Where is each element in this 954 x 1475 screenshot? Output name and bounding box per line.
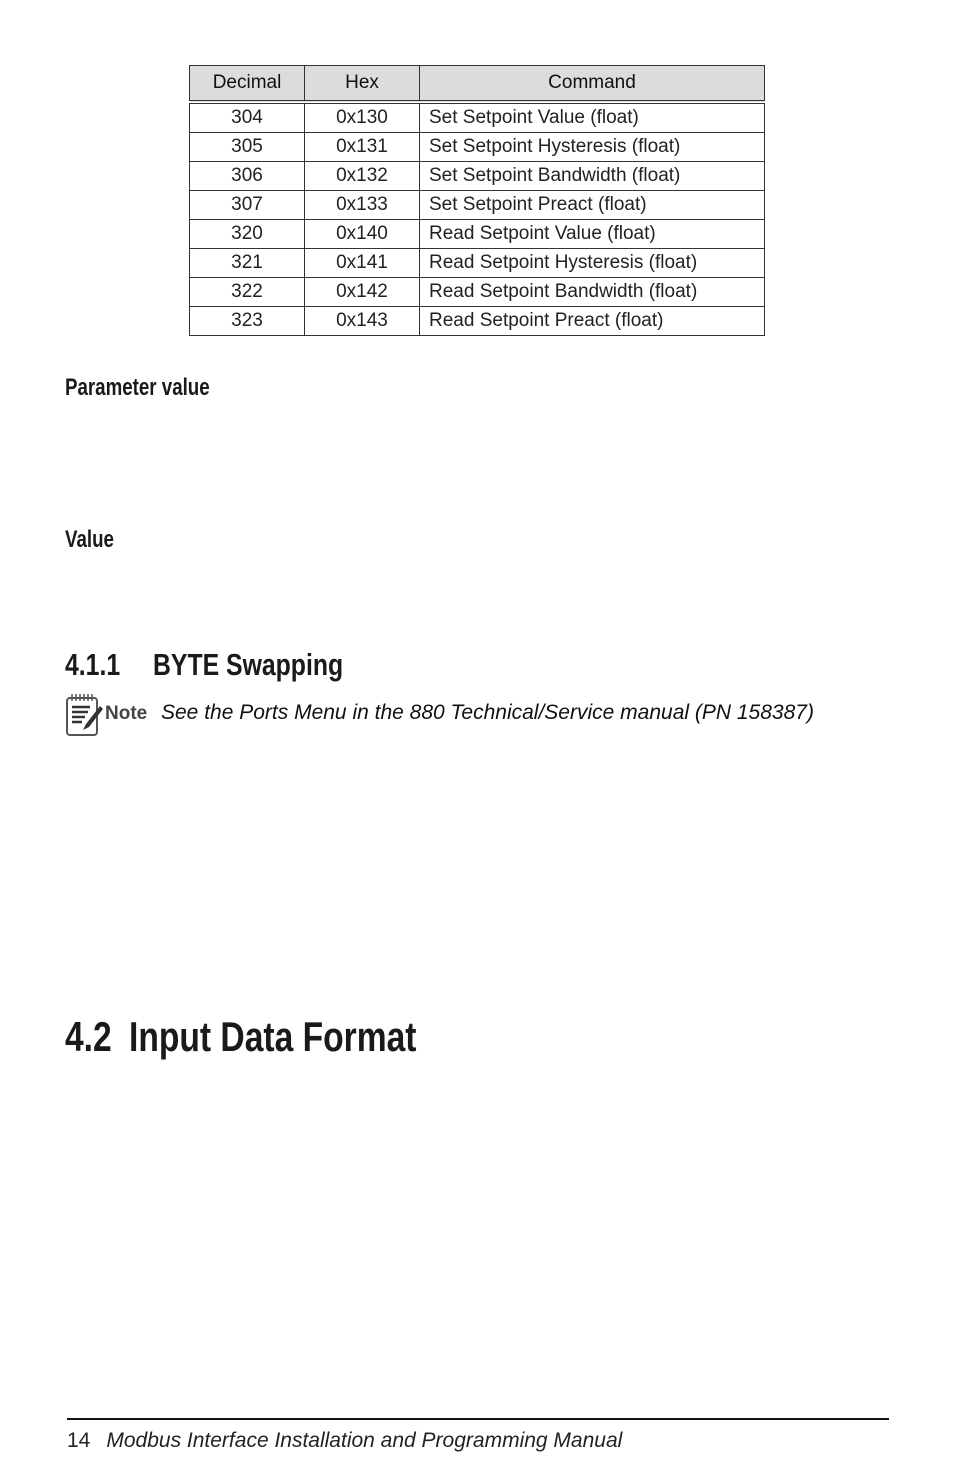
cell-command: Read Setpoint Value (float): [420, 220, 765, 249]
cell-command: Set Setpoint Value (float): [420, 102, 765, 133]
page-footer: [67, 1429, 622, 1453]
cell-hex: 0x142: [305, 278, 420, 307]
manual-title: Modbus Interface Installation and Programming Manual: [106, 1429, 623, 1452]
cell-decimal: 320: [190, 220, 305, 249]
command-table: [189, 65, 765, 336]
note-pad-pencil-icon: [65, 692, 103, 738]
cell-command: Read Setpoint Hysteresis (float): [420, 249, 765, 278]
table-row: [190, 191, 765, 220]
cell-decimal: 307: [190, 191, 305, 220]
table-header-row: [190, 66, 765, 103]
cell-hex: 0x133: [305, 191, 420, 220]
cell-command: Read Setpoint Bandwidth (float): [420, 278, 765, 307]
heading-parameter-value: Parameter value: [65, 374, 210, 401]
cell-decimal: 304: [190, 102, 305, 133]
section-heading-input-data-format: [65, 1013, 416, 1061]
cell-hex: 0x130: [305, 102, 420, 133]
section-number: 4.2: [65, 1013, 112, 1060]
cell-decimal: 321: [190, 249, 305, 278]
cell-command: Set Setpoint Bandwidth (float): [420, 162, 765, 191]
table-row: [190, 220, 765, 249]
table-row: [190, 162, 765, 191]
cell-decimal: 305: [190, 133, 305, 162]
column-header-hex: Hex: [305, 66, 420, 103]
cell-command: Read Setpoint Preact (float): [420, 307, 765, 336]
table-row: [190, 278, 765, 307]
cell-hex: 0x141: [305, 249, 420, 278]
heading-value: Value: [65, 526, 114, 553]
table-row: [190, 307, 765, 336]
cell-hex: 0x132: [305, 162, 420, 191]
cell-hex: 0x140: [305, 220, 420, 249]
note-text: See the Ports Menu in the 880 Technical/Service manual (PN 158387): [161, 701, 814, 724]
page-number: 14: [67, 1429, 91, 1452]
cell-decimal: 306: [190, 162, 305, 191]
cell-decimal: 323: [190, 307, 305, 336]
note-label: Note: [105, 703, 148, 724]
cell-command: Set Setpoint Preact (float): [420, 191, 765, 220]
section-title: Input Data Format: [129, 1013, 417, 1060]
section-heading-byte-swapping: [65, 647, 343, 683]
table-row: [190, 133, 765, 162]
cell-hex: 0x143: [305, 307, 420, 336]
table-row: [190, 249, 765, 278]
section-number: 4.1.1: [65, 647, 121, 682]
cell-hex: 0x131: [305, 133, 420, 162]
footer-divider: [67, 1418, 889, 1420]
section-title: BYTE Swapping: [153, 647, 344, 682]
table-row: [190, 102, 765, 133]
cell-decimal: 322: [190, 278, 305, 307]
column-header-decimal: Decimal: [190, 66, 305, 103]
cell-command: Set Setpoint Hysteresis (float): [420, 133, 765, 162]
column-header-command: Command: [420, 66, 765, 103]
